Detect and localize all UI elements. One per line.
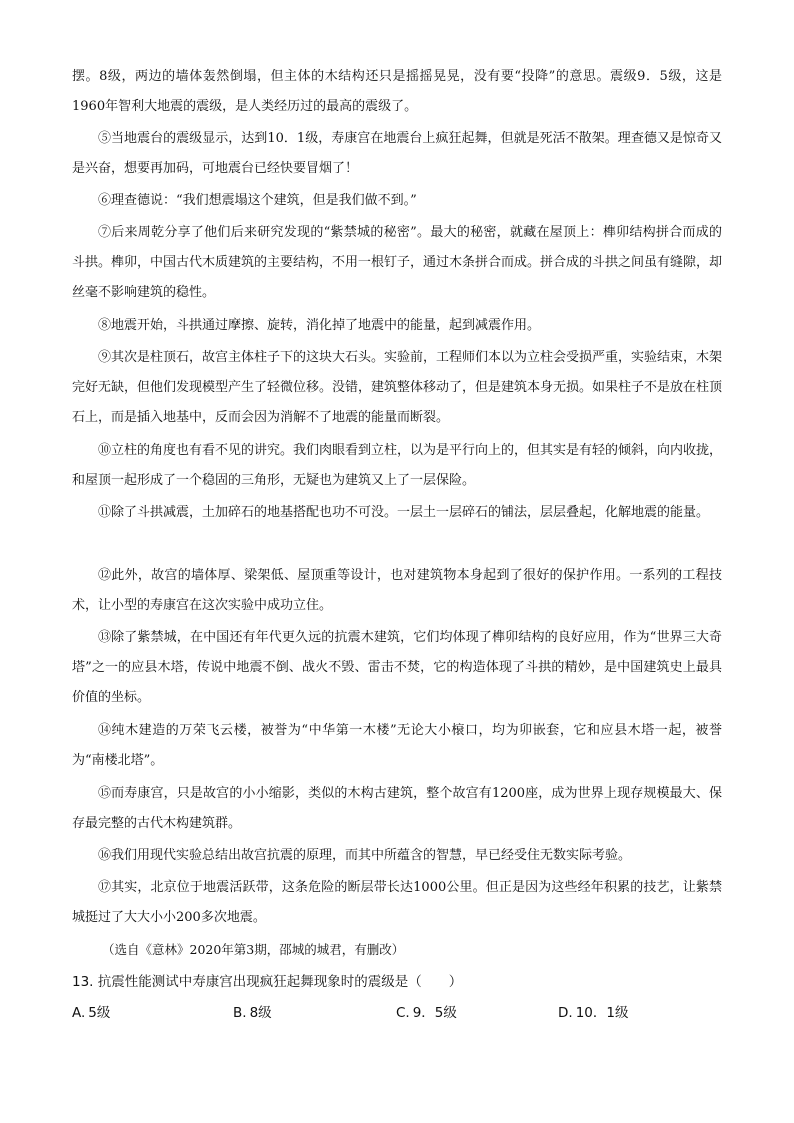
option-a-text: 5级 bbox=[88, 1005, 111, 1021]
option-a-key: A. bbox=[72, 1005, 86, 1021]
option-d-text: 10．1级 bbox=[575, 1005, 629, 1021]
paragraph-13: ⑬除了紫禁城，在中国还有年代更久远的抗震木建筑，它们均体现了榫卯结构的良好应用，作为“世界三大奇塔”之一的应县木塔，传说中地震不倒、战火不毁、雷击不焚，它的构造体现了斗拱的精妙，是中国建筑史上最具价值的坐标。 bbox=[72, 630, 722, 705]
paragraph-17: ⑰其实，北京位于地震活跃带，这条危险的断层带长达1000公里。但正是因为这些经年积累的技艺，让紫禁城挺过了大大小小200多次地震。 bbox=[72, 880, 722, 925]
source-citation: （选自《意林》2020年第3期，邵城的城君，有删改） bbox=[102, 942, 405, 957]
option-d[interactable] bbox=[558, 1000, 628, 1026]
option-a[interactable] bbox=[72, 1000, 110, 1026]
paragraph-11: ⑪除了斗拱减震，土加碎石的地基搭配也功不可没。一层土一层碎石的铺法，层层叠起，化解地震的能量。 bbox=[98, 505, 710, 520]
option-c[interactable] bbox=[396, 1000, 457, 1026]
question-stem: 13. 抗震性能测试中寿康宫出现疯狂起舞现象时的震级是（ ） bbox=[72, 974, 463, 990]
option-d-key: D. bbox=[558, 1005, 573, 1021]
paragraph-14: ⑭纯木建造的万荣飞云楼，被誉为“中华第一木楼”无论大小榱口，均为卯嵌套，它和应县木塔一起，被誉为“南楼北塔”。 bbox=[72, 723, 722, 768]
option-b-text: 8级 bbox=[249, 1005, 272, 1021]
paragraph-continued: 摆。8级，两边的墙体轰然倒塌，但主体的木结构还只是摇摇晃晃，没有要“投降”的意思。震级9．5级，这是1960年智利大地震的震级，是人类经历过的最高的震级了。 bbox=[72, 69, 722, 114]
paragraph-15: ⑮而寿康宫，只是故宫的小小缩影，类似的木构古建筑，整个故宫有1200座，成为世界上现存规模最大、保存最完整的古代木构建筑群。 bbox=[72, 786, 722, 831]
paragraph-10: ⑩立柱的角度也有看不见的讲究。我们肉眼看到立柱，以为是平行向上的，但其实是有轻的倾斜，向内收拢，和屋顶一起形成了一个稳固的三角形，无疑也为建筑又上了一层保险。 bbox=[72, 443, 723, 488]
paragraph-6: ⑥理查德说：“我们想震塌这个建筑，但是我们做不到。” bbox=[98, 193, 417, 208]
option-b-key: B. bbox=[233, 1005, 247, 1021]
option-c-key: C. bbox=[396, 1005, 410, 1021]
paragraph-16: ⑯我们用现代实验总结出故宫抗震的原理，而其中所蕴含的智慧，早已经受住无数实际考验。 bbox=[98, 848, 632, 863]
paragraph-5: ⑤当地震台的震级显示，达到10．1级，寿康宫在地震台上疯狂起舞，但就是死活不散架。理查德又是惊奇又是兴奋，想要再加码，可地震台已经快要冒烟了！ bbox=[72, 131, 722, 176]
paragraph-8: ⑧地震开始，斗拱通过摩擦、旋转，消化掉了地震中的能量，起到减震作用。 bbox=[98, 318, 541, 333]
paragraph-7: ⑦后来周乾分享了他们后来研究发现的“紫禁城的秘密”。最大的秘密，就藏在屋顶上：榫卯结构拼合而成的斗拱。榫卯，中国古代木质建筑的主要结构，不用一根钉子，通过木条拼合而成。拼合成的斗拱之间虽有缝隙，却丝毫不影响建筑的稳性。 bbox=[72, 225, 723, 300]
option-c-text: 9．5级 bbox=[412, 1005, 457, 1021]
option-b[interactable] bbox=[233, 1000, 272, 1026]
paragraph-9: ⑨其次是柱顶石，故宫主体柱子下的这块大石头。实验前，工程师们本以为立柱会受损严重，实验结束，木架完好无缺，但他们发现模型产生了轻微位移。没错，建筑整体移动了，但是建筑本身无损。如果柱子不是放在柱顶石上，而是插入地基中，反而会因为消解不了地震的能量而断裂。 bbox=[72, 350, 723, 425]
answer-options bbox=[72, 1000, 732, 1026]
paragraph-12: ⑫此外，故宫的墙体厚、梁架低、屋顶重等设计，也对建筑物本身起到了很好的保护作用。一系列的工程技术，让小型的寿康宫在这次实验中成功立住。 bbox=[72, 568, 722, 613]
